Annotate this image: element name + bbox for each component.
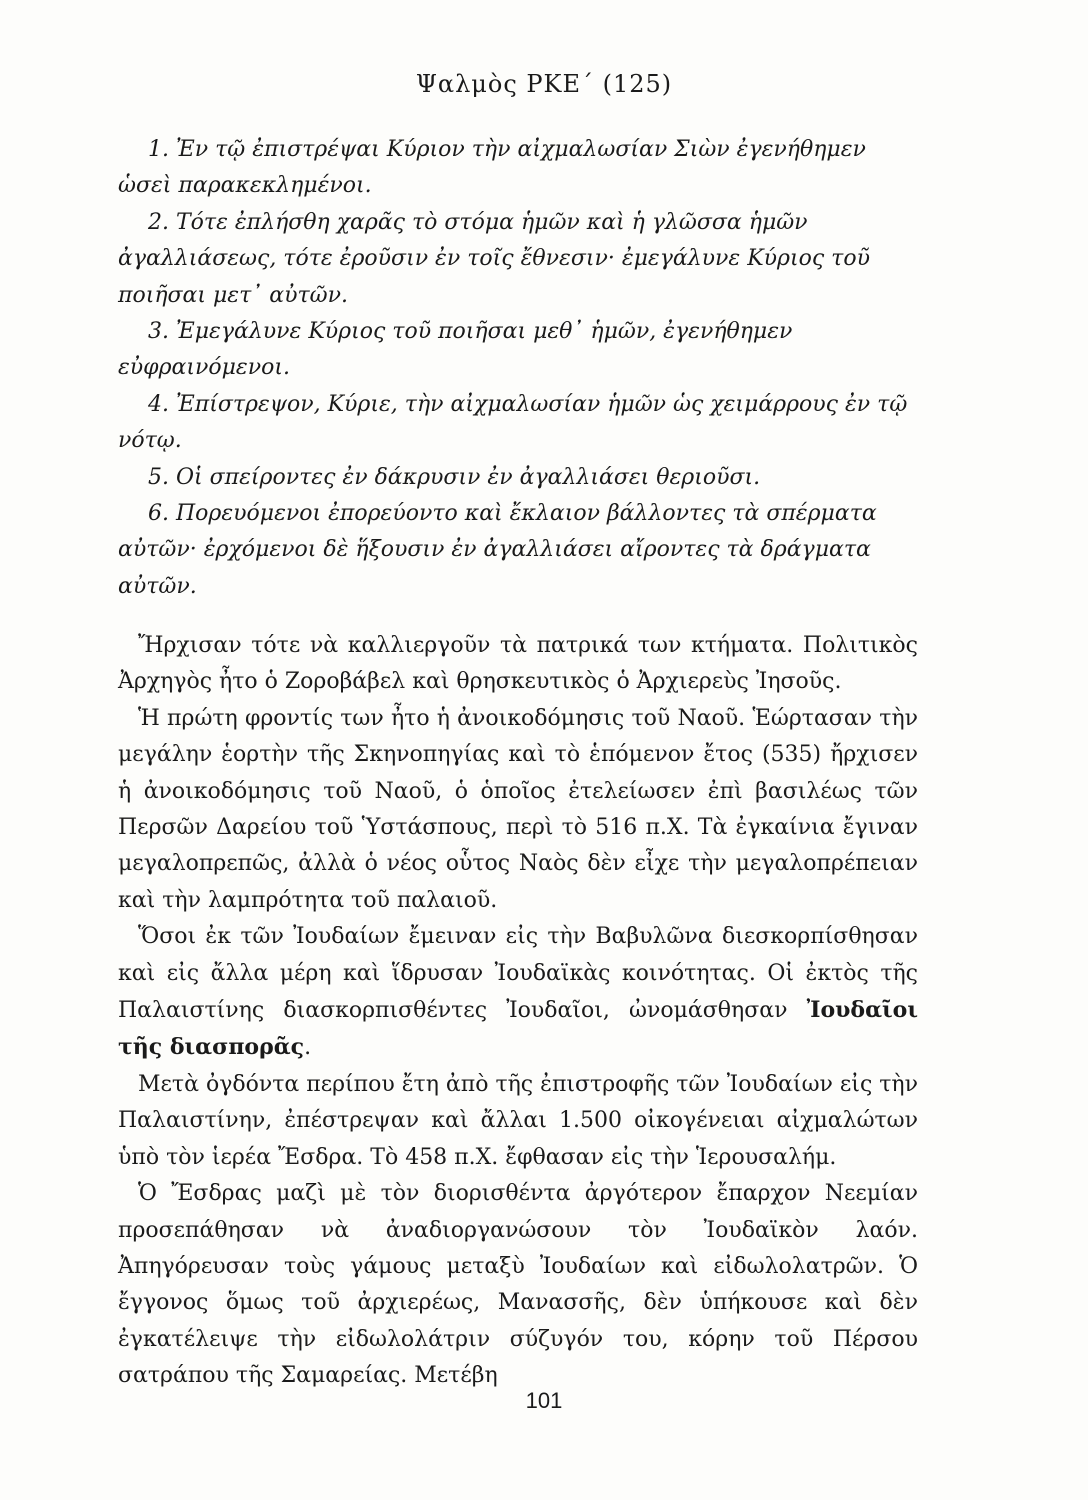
paragraph: Ἡ πρώτη φροντίς των ἦτο ἡ ἀνοικοδόμησις τοῦ Ναοῦ. Ἑώρτασαν τὴν μεγάλην ἑορτὴν τῆς Σκηνοπηγίας καὶ τὸ ἑπόμενον ἔτος (535) ἤρχισεν ἡ ἀνοικοδόμησις τοῦ Ναοῦ, ὁ ὁποῖος ἐτελείωσεν ἐπὶ βασιλέως τῶν Περσῶν Δαρείου τοῦ Ὑστάσπους, περὶ τὸ 516 π.Χ. Τὰ ἐγκαίνια ἔγιναν μεγαλοπρεπῶς, ἀλλὰ ὁ νέος οὗτος Ναὸς δὲν εἶχε τὴν μεγαλοπρέπειαν καὶ τὴν λαμπρότητα τοῦ παλαιοῦ.	[118, 705, 918, 913]
paragraph: Μετὰ ὀγδόντα περίπου ἔτη ἀπὸ τῆς ἐπιστροφῆς τῶν Ἰουδαίων εἰς τὴν Παλαιστίνην, ἐπέστρεψαν καὶ ἄλλαι 1.500 οἰκογένειαι αἰχμαλώτων ὑπὸ τὸν ἱερέα Ἔσδρα. Τὸ 458 π.Χ. ἔφθασαν εἰς τὴν Ἱερουσαλήμ.	[118, 1071, 918, 1170]
paragraph: Ὁ Ἔσδρας μαζὶ μὲ τὸν διορισθέντα ἀργότερον ἔπαρχον Νεεμίαν προσεπάθησαν νὰ ἀναδιοργανώσουν τὸν Ἰουδαϊκὸν λαόν. Ἀπηγόρευσαν τοὺς γάμους μεταξὺ Ἰουδαίων καὶ εἰδωλολατρῶν. Ὁ ἔγγονος ὅμως τοῦ ἀρχιερέως, Μανασσῆς, δὲν ὑπήκουσε καὶ δὲν ἐγκατέλειψε τὴν εἰδωλολάτριν σύζυγόν του, κόρην τοῦ Πέρσου σατράπου τῆς Σαμαρείας. Μετέβη	[118, 1181, 918, 1389]
psalm-verse: 2. Τότε ἐπλήσθη χαρᾶς τὸ στόμα ἡμῶν καὶ ἡ γλῶσσα ἡμῶν ἀγαλλιάσεως, τότε ἐροῦσιν ἐν τοῖς ἔθνεσιν· ἐμεγάλυνε Κύριος τοῦ ποιῆσαι μετ᾿ αὐτῶν.	[118, 209, 870, 308]
paragraph: Ἤρχισαν τότε νὰ καλλιεργοῦν τὰ πατρικά των κτήματα. Πολιτικὸς Ἀρχηγὸς ἦτο ὁ Ζοροβάβελ καὶ θρησκευτικὸς ὁ Ἀρχιερεὺς Ἰησοῦς.	[118, 633, 918, 695]
paragraph-text: Ὅσοι ἐκ τῶν Ἰουδαίων ἔμειναν εἰς τὴν Βαβυλῶνα διεσκορπίσθησαν καὶ εἰς ἄλλα μέρη καὶ ἵδρυσαν Ἰουδαϊκὰς κοινότητας. Οἱ ἐκτὸς τῆς Παλαιστίνης διασκορπισθέντες Ἰουδαῖοι, ὠνομάσθησαν	[118, 924, 918, 1024]
psalm-verse: 5. Οἱ σπείροντες ἐν δάκρυσιν ἐν ἀγαλλιάσει θεριοῦσι.	[148, 464, 761, 490]
psalm-verse: 6. Πορευόμενοι ἐπορεύοντο καὶ ἔκλαιον βάλλοντες τὰ σπέρματα αὐτῶν· ἐρχόμενοι δὲ ἥξουσιν ἐν ἀγαλλιάσει αἴροντες τὰ δράγματα αὐτῶν.	[118, 501, 877, 599]
page-title: Ψαλμὸς ΡΚΕ΄ (125)	[415, 70, 673, 98]
psalm-verse: 1. Ἐν τῷ ἐπιστρέψαι Κύριον τὴν αἰχμαλωσίαν Σιὼν ἐγενήθημεν ὡσεὶ παρακεκλημένοι.	[118, 137, 866, 199]
bold-term: Ἰουδαῖοι τῆς διασπορᾶς	[118, 997, 918, 1061]
paragraph	[118, 919, 918, 1067]
psalm-verse: 3. Ἐμεγάλυνε Κύριος τοῦ ποιῆσαι μεθ᾿ ἡμῶν, ἐγενήθημεν εὐφραινόμενοι.	[118, 319, 793, 381]
prose-text	[118, 628, 918, 1395]
page-number: 101	[525, 1388, 563, 1413]
psalm-text	[118, 132, 918, 605]
psalm-verse: 4. Ἐπίστρεψον, Κύριε, τὴν αἰχμαλωσίαν ἡμῶν ὡς χειμάρρους ἐν τῷ νότῳ.	[118, 391, 908, 454]
paragraph-end: .	[304, 1035, 312, 1061]
